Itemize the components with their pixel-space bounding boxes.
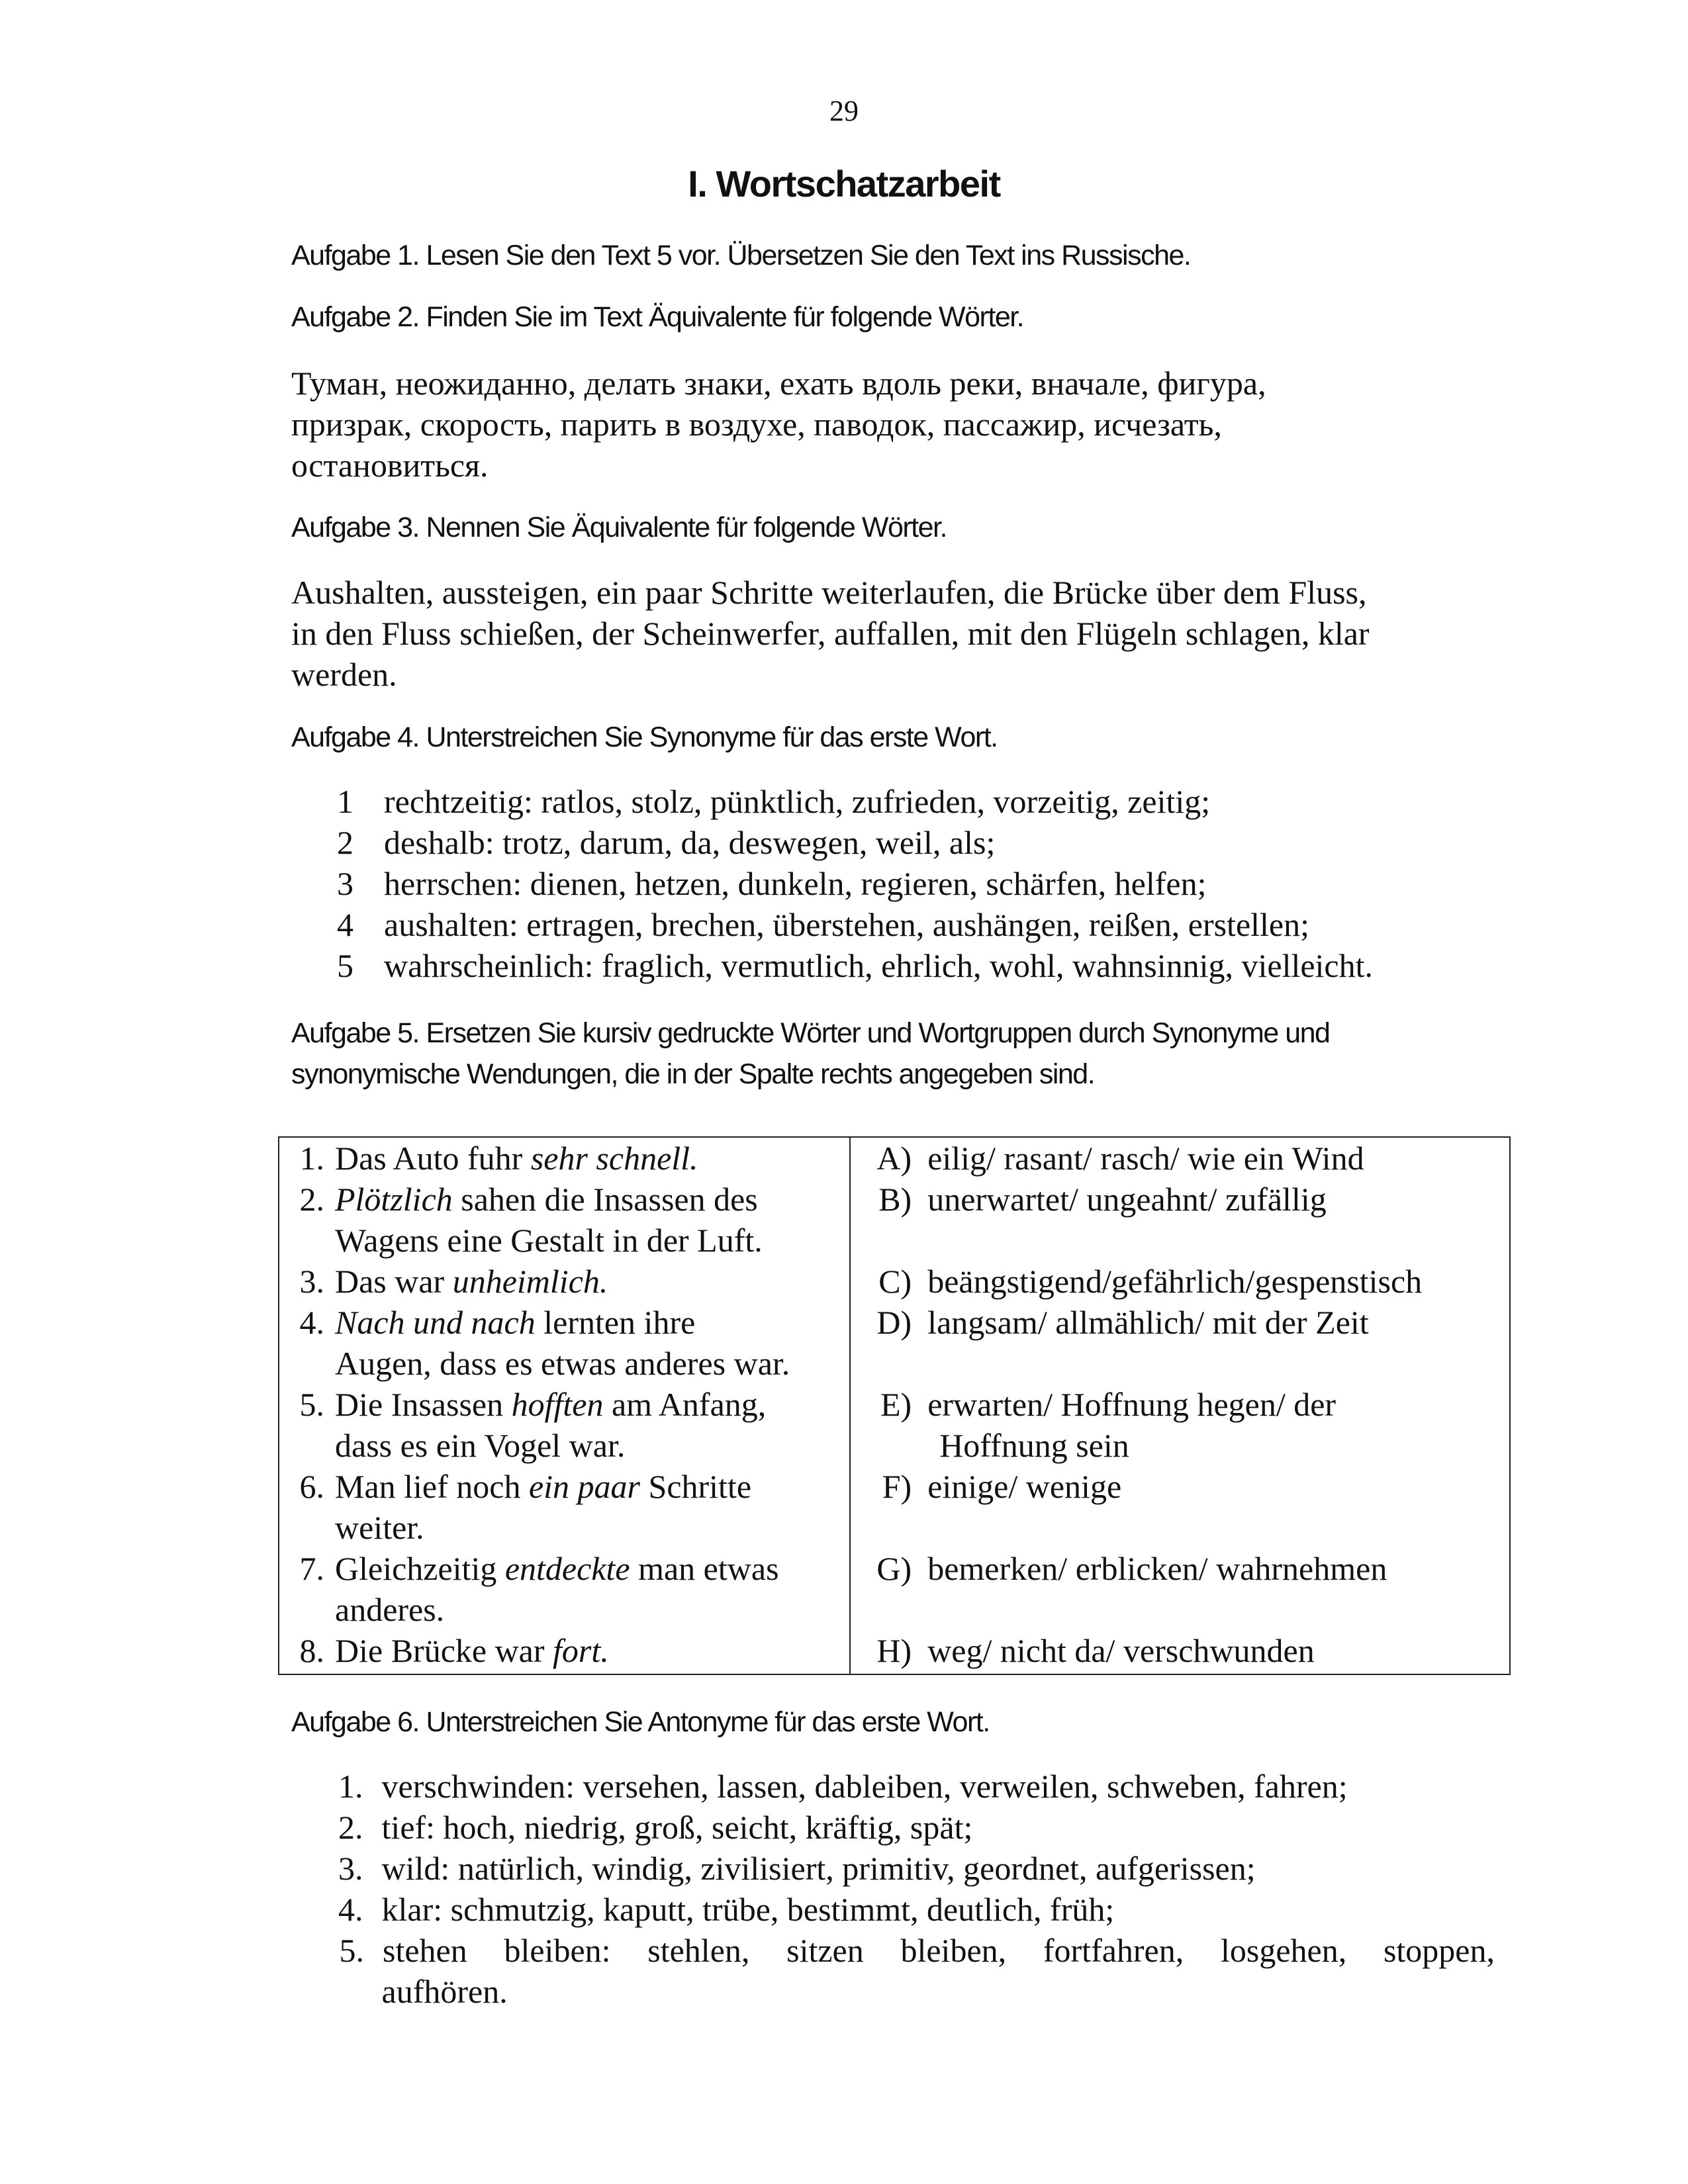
item-letter: G): [876, 1550, 912, 1587]
task-3-line: Aushalten, aussteigen, ein paar Schritte weiterlaufen, die Brücke über dem Fluss,: [291, 574, 1367, 611]
text-plain: Die Insassen: [335, 1386, 512, 1423]
item-number: 5.: [339, 1932, 364, 1969]
list-item: [287, 863, 1545, 904]
item-number: 1: [337, 783, 353, 820]
item-number: 4: [337, 906, 353, 943]
task-3-line: in den Fluss schießen, der Scheinwerfer, auffallen, mit den Flügeln schlagen, klar: [291, 615, 1370, 652]
item-text: wild: natürlich, windig, zivilisiert, primitiv, geordnet, aufgerissen;: [381, 1850, 1256, 1887]
item-text: eilig/ rasant/ rasch/ wie ein Wind: [927, 1140, 1364, 1177]
text-plain: Gleichzeitig: [335, 1550, 505, 1587]
table-cell-right: [850, 1137, 1510, 1674]
item-number: 4.: [299, 1304, 324, 1341]
item-text: klar: schmutzig, kaputt, trübe, bestimmt, deutlich, früh;: [381, 1891, 1115, 1928]
list-item: [287, 904, 1545, 945]
item-letter: A): [876, 1140, 912, 1177]
item-letter: H): [876, 1632, 912, 1669]
item-number: 5.: [299, 1386, 324, 1423]
item-number: 1.: [299, 1140, 324, 1177]
item-number: 3.: [299, 1263, 324, 1300]
item-letter: E): [880, 1386, 912, 1423]
task-3-heading: Aufgabe 3. Nennen Sie Äquivalente für folgende Wörter.: [291, 512, 947, 543]
item-continuation: Hoffnung sein: [939, 1427, 1129, 1464]
task-3-line: werden.: [291, 656, 397, 693]
text-italic: ein paar: [528, 1468, 641, 1505]
item-number: 4.: [338, 1891, 363, 1928]
table-item: [279, 1261, 849, 1302]
item-text: weg/ nicht da/ verschwunden: [927, 1632, 1315, 1669]
task-2-line: Туман, неожиданно, делать знаки, ехать вдоль реки, вначале, фигура,: [291, 365, 1266, 402]
table-item: [851, 1179, 1509, 1220]
spacer: [851, 1220, 1509, 1261]
table-cell-left: [279, 1137, 850, 1674]
table-item: [279, 1138, 849, 1179]
item-text: [324, 1179, 758, 1220]
task-4-heading: Aufgabe 4. Unterstreichen Sie Synonyme für das erste Wort.: [291, 721, 998, 753]
item-text: herrschen: dienen, hetzen, dunkeln, regieren, schärfen, helfen;: [384, 865, 1207, 902]
item-text: bemerken/ erblicken/ wahrnehmen: [927, 1550, 1387, 1587]
table-item: [851, 1630, 1509, 1671]
table-item: [279, 1384, 849, 1425]
list-item: [287, 1889, 1545, 1930]
item-text: einige/ wenige: [927, 1468, 1122, 1505]
table-row: [279, 1137, 1510, 1674]
item-text: [324, 1630, 609, 1671]
table-item: [279, 1302, 849, 1343]
item-number: 5: [337, 947, 353, 984]
synonym-table: [278, 1136, 1511, 1675]
item-text: rechtzeitig: ratlos, stolz, pünktlich, zufrieden, vorzeitig, zeitig;: [384, 783, 1211, 820]
table-item: [851, 1302, 1509, 1343]
item-continuation: aufhören.: [381, 1973, 508, 2010]
text-italic: entdeckte: [504, 1550, 630, 1587]
text-italic: hofften: [511, 1386, 604, 1423]
item-letter: B): [878, 1181, 912, 1218]
text-italic: sehr schnell.: [530, 1140, 698, 1177]
item-letter: F): [882, 1468, 912, 1505]
item-text: erwarten/ Hoffnung hegen/ der: [927, 1386, 1336, 1423]
table-item: [851, 1466, 1509, 1507]
item-continuation: anderes.: [335, 1591, 445, 1628]
table-item: [851, 1548, 1509, 1589]
list-item: [287, 822, 1545, 863]
page-number: 29: [829, 95, 859, 127]
item-number: 3: [337, 865, 353, 902]
item-number: 2.: [299, 1181, 324, 1218]
item-text: [324, 1548, 779, 1589]
item-text: [324, 1466, 751, 1507]
task-3-text: [291, 572, 1483, 695]
item-text: aushalten: ertragen, brechen, überstehen, aushängen, reißen, erstellen;: [384, 906, 1309, 943]
text-plain: man etwas: [630, 1550, 779, 1587]
text-italic: Plötzlich: [335, 1181, 453, 1218]
page-title: I. Wortschatzarbeit: [688, 163, 1000, 205]
item-continuation: Augen, dass es etwas anderes war.: [335, 1345, 790, 1382]
table-item: [279, 1548, 849, 1589]
item-text: deshalb: trotz, darum, da, deswegen, weil, als;: [384, 824, 996, 861]
item-number: 3.: [338, 1850, 363, 1887]
item-number: 1.: [338, 1768, 363, 1805]
task-4-list: [287, 781, 1545, 986]
text-plain: Schritte: [640, 1468, 752, 1505]
table-item: [279, 1179, 849, 1220]
list-item: [287, 1766, 1545, 1807]
text-plain: sahen die Insassen des: [452, 1181, 758, 1218]
text-plain: am Anfang,: [603, 1386, 767, 1423]
item-text: verschwinden: versehen, lassen, dableiben, verweilen, schweben, fahren;: [381, 1768, 1348, 1805]
item-text: unerwartet/ ungeahnt/ zufällig: [927, 1181, 1327, 1218]
list-item: [287, 1971, 1545, 2012]
text-italic: unheimlich.: [452, 1263, 608, 1300]
task-2-line: призрак, скорость, парить в воздухе, паводок, пассажир, исчезать,: [291, 406, 1222, 443]
text-plain: Das war: [335, 1263, 453, 1300]
spacer: [851, 1589, 1509, 1630]
text-plain: Das Auto fuhr: [335, 1140, 531, 1177]
item-number: 2.: [338, 1809, 363, 1846]
task-6-list: [287, 1766, 1545, 2012]
item-text: stehen bleiben: stehlen, sitzen bleiben, fortfahren, losgehen, stoppen,: [383, 1932, 1495, 1969]
table-item: [851, 1261, 1509, 1302]
task-2-line: остановиться.: [291, 447, 489, 484]
task-5-line: Aufgabe 5. Ersetzen Sie kursiv gedruckte Wörter und Wortgruppen durch Synonyme und: [291, 1017, 1330, 1049]
task-1-heading: Aufgabe 1. Lesen Sie den Text 5 vor. Übersetzen Sie den Text ins Russische.: [291, 240, 1191, 271]
item-text: beängstigend/gefährlich/gespenstisch: [927, 1263, 1423, 1300]
item-text: [324, 1384, 766, 1425]
table-item: [279, 1630, 849, 1671]
item-continuation: dass es ein Vogel war.: [335, 1427, 626, 1464]
table-item: [851, 1384, 1509, 1425]
item-text: [324, 1302, 695, 1343]
task-5-heading: [291, 1013, 1329, 1095]
text-italic: fort.: [553, 1632, 609, 1669]
item-number: 7.: [299, 1550, 324, 1587]
list-item: [287, 1807, 1545, 1848]
task-5-line: synonymische Wendungen, die in der Spalte rechts angegeben sind.: [291, 1058, 1095, 1090]
list-item: [287, 945, 1545, 986]
item-text: tief: hoch, niedrig, groß, seicht, kräftig, spät;: [381, 1809, 973, 1846]
table-item: [851, 1138, 1509, 1179]
item-text: langsam/ allmählich/ mit der Zeit: [927, 1304, 1369, 1341]
list-item: [287, 1848, 1545, 1889]
task-6-heading: Aufgabe 6. Unterstreichen Sie Antonyme für das erste Wort.: [291, 1706, 990, 1738]
list-item: [287, 1930, 1545, 1971]
task-2-text: [291, 363, 1483, 486]
list-item: [287, 781, 1545, 822]
text-plain: Man lief noch: [335, 1468, 529, 1505]
item-continuation: weiter.: [335, 1509, 424, 1546]
text-italic: Nach und nach: [335, 1304, 536, 1341]
table-item: [279, 1466, 849, 1507]
item-number: 2: [337, 824, 353, 861]
text-plain: lernten ihre: [535, 1304, 696, 1341]
item-number: 6.: [299, 1468, 324, 1505]
item-letter: C): [878, 1263, 912, 1300]
item-number: 8.: [299, 1632, 324, 1669]
item-letter: D): [876, 1304, 912, 1341]
item-text: [324, 1261, 608, 1302]
spacer: [851, 1507, 1509, 1548]
spacer: [851, 1343, 1509, 1384]
task-2-heading: Aufgabe 2. Finden Sie im Text Äquivalente für folgende Wörter.: [291, 301, 1024, 333]
item-text: [324, 1138, 698, 1179]
item-continuation: Wagens eine Gestalt in der Luft.: [335, 1222, 763, 1259]
item-text: wahrscheinlich: fraglich, vermutlich, ehrlich, wohl, wahnsinnig, vielleicht.: [384, 947, 1374, 984]
text-plain: Die Brücke war: [335, 1632, 553, 1669]
